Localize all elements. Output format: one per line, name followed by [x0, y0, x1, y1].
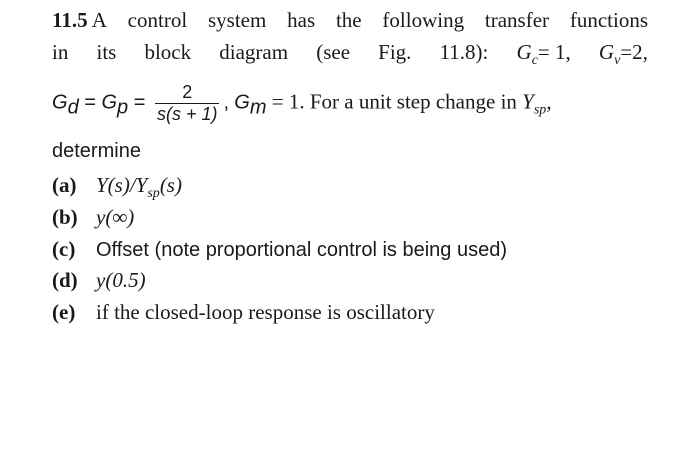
word: block	[144, 40, 192, 64]
list-item: (d) y(0.5)	[52, 268, 146, 292]
word: A	[91, 8, 107, 32]
problem-line-1	[52, 8, 648, 33]
list-item: (b) y(∞)	[52, 205, 135, 229]
transfer-fraction	[155, 82, 220, 125]
word: its	[96, 40, 117, 64]
word: in	[52, 40, 69, 64]
list-item: (e) if the closed-loop response is oscillatory	[52, 300, 435, 324]
word: has	[287, 8, 316, 32]
fraction-denominator: s(s + 1)	[156, 104, 218, 124]
word: 11.8):	[439, 40, 489, 64]
gc-term: $G_c= 1$,	[516, 40, 571, 69]
word: (see	[316, 40, 351, 64]
determine-label: determine	[52, 140, 141, 162]
fraction-numerator: 2	[182, 82, 193, 102]
word: the	[335, 8, 362, 32]
problem-line-2	[52, 40, 648, 69]
list-item: (a) $Y(s)/Y_{sp}(s)$	[52, 173, 182, 202]
word: system	[207, 8, 267, 32]
gv-term: $G_v=2$,	[598, 40, 648, 69]
word: functions	[569, 8, 648, 32]
word: transfer	[484, 8, 550, 32]
problem-number: 11.5	[52, 8, 88, 32]
problem-line-3: $G_d = G_p$ = $\frac{2}{s(s + 1)}$ , $G_m = 1$. For a unit step change in $Y_{sp}$,	[52, 82, 552, 124]
list-item: (c) Offset (note proportional control is being used)	[52, 237, 507, 261]
word: following	[382, 8, 465, 32]
word: Fig.	[378, 40, 412, 64]
word: control	[127, 8, 188, 32]
word: diagram	[219, 40, 289, 64]
